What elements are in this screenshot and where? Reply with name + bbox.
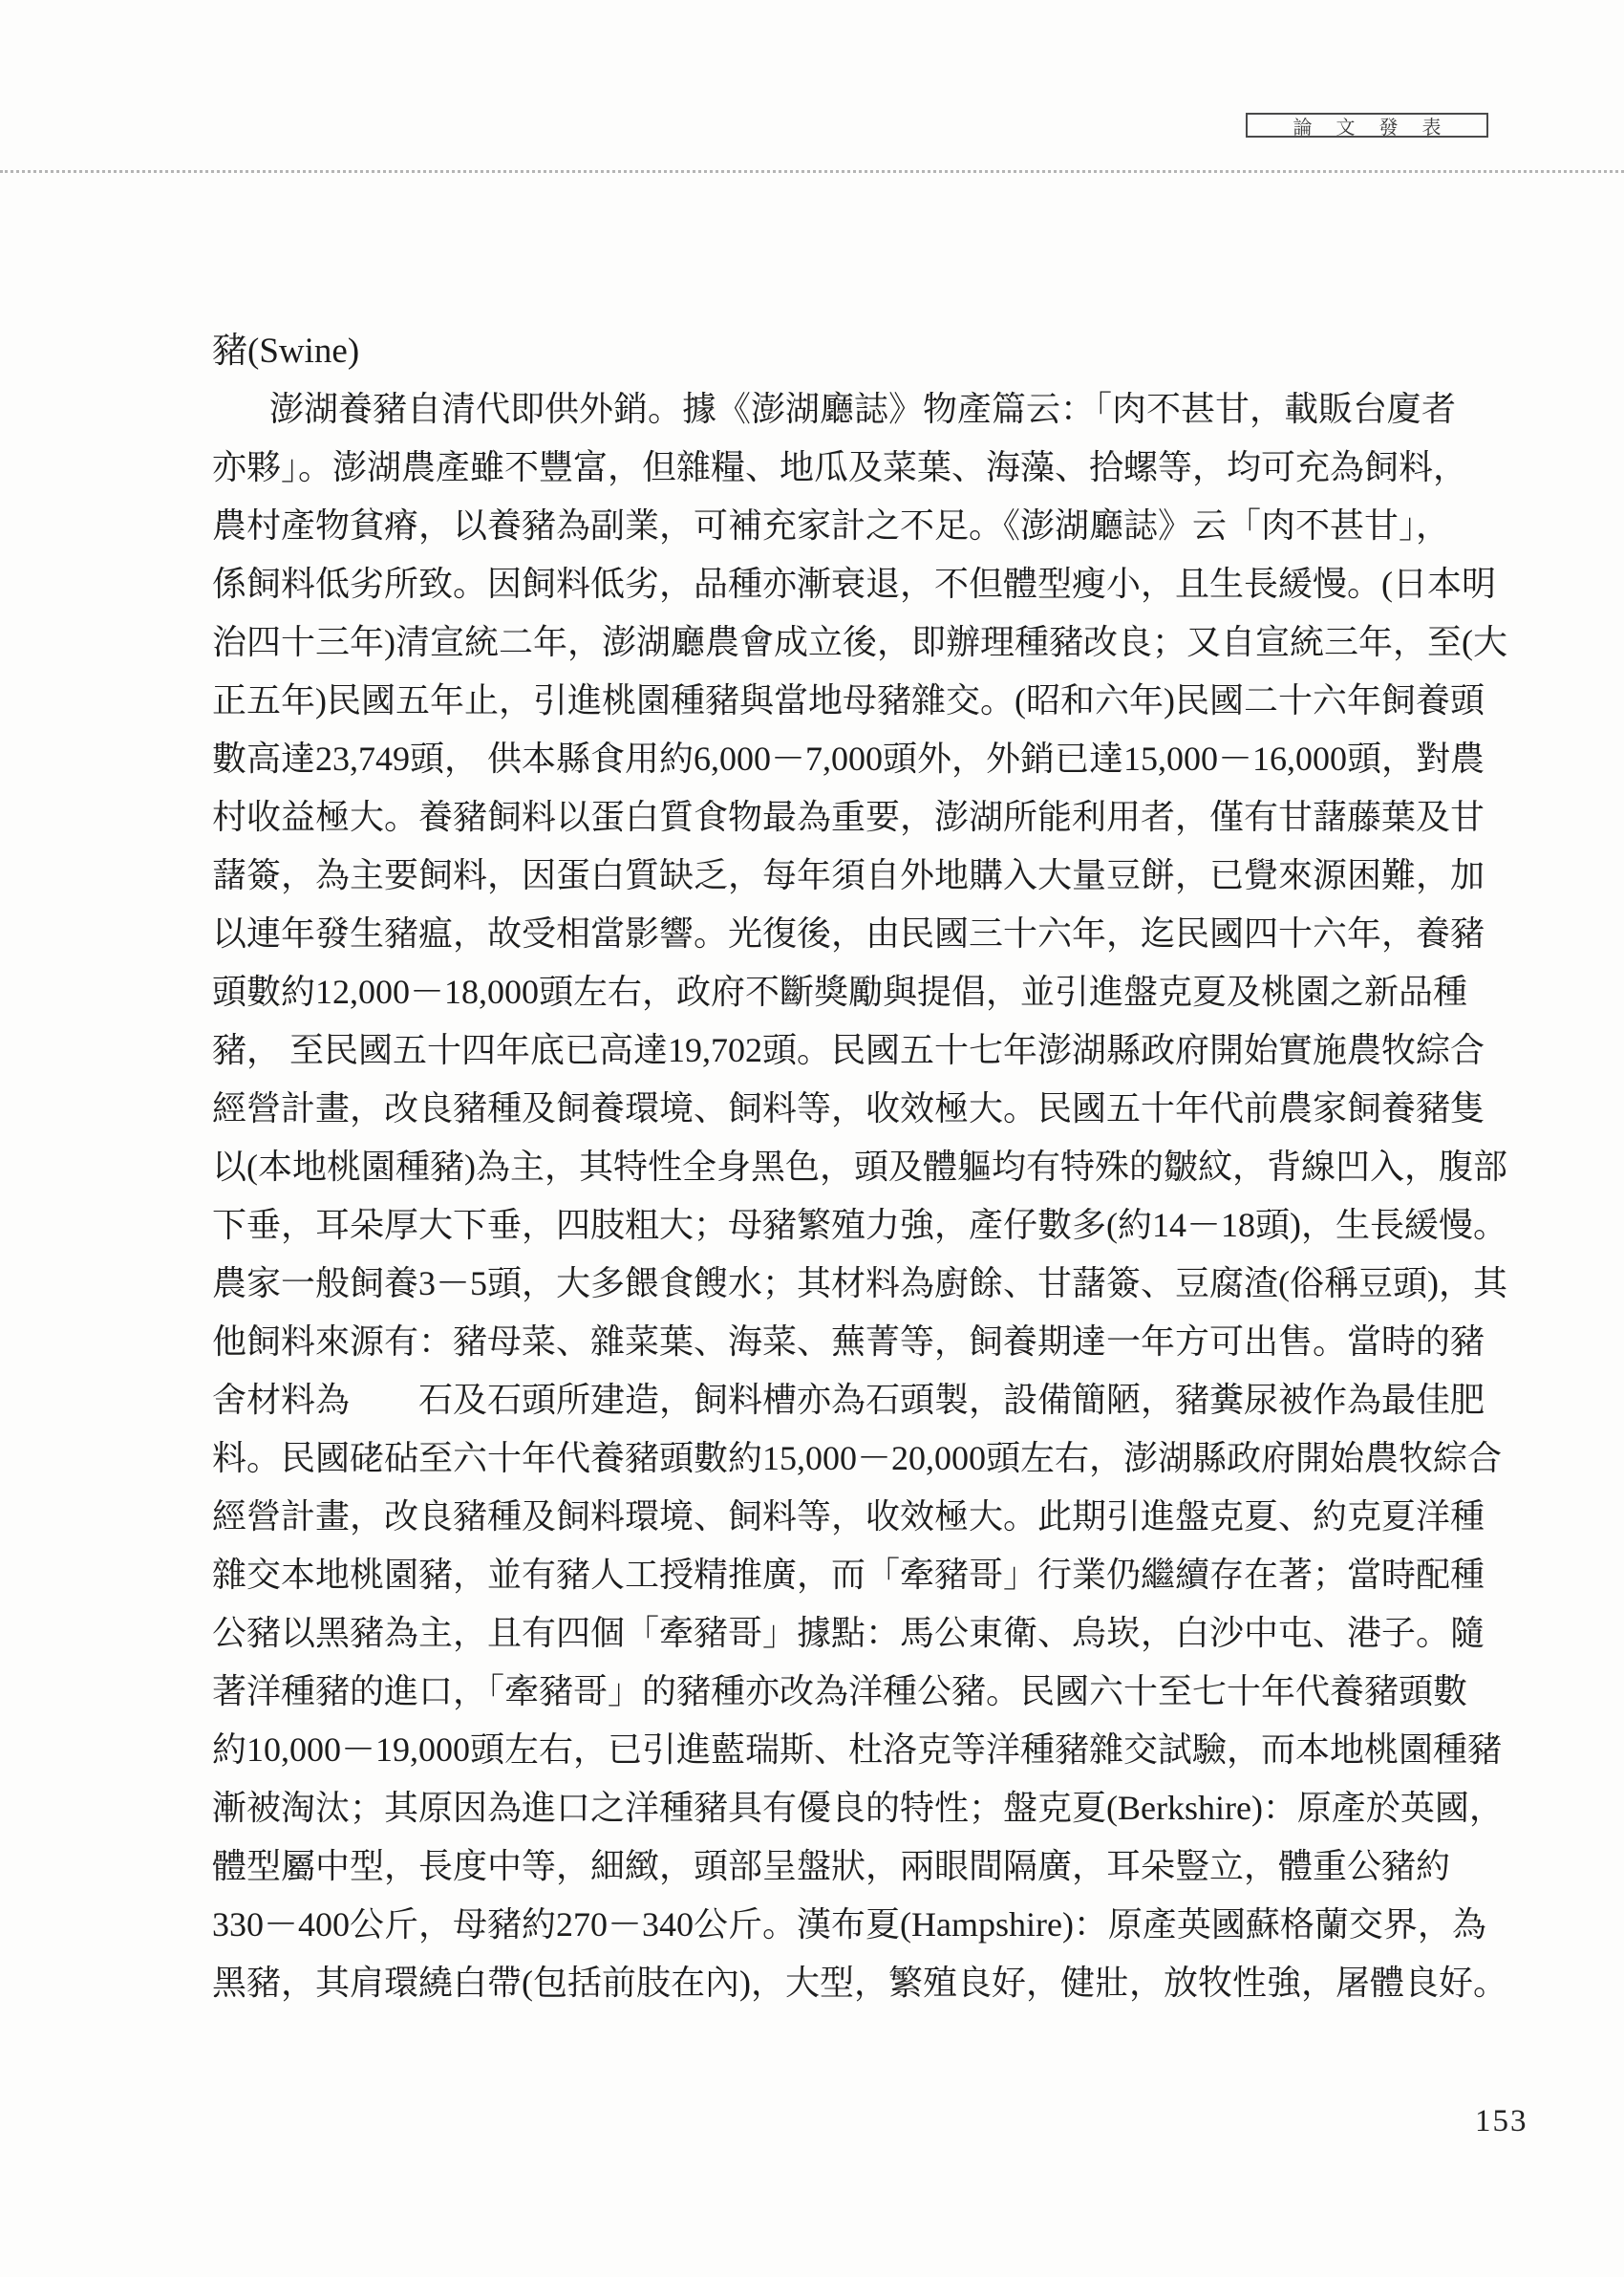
text-line: 下垂，耳朵厚大下垂，四肢粗大；母豬繁殖力強，產仔數多(約14－18頭)，生長緩慢。 xyxy=(212,1206,1507,1244)
text-line: 雜交本地桃園豬，並有豬人工授精推廣，而「牽豬哥」行業仍繼續存在著；當時配種 xyxy=(212,1556,1485,1594)
document-body xyxy=(212,322,1507,2012)
document-title: 豬(Swine) xyxy=(212,332,360,371)
text-line: 澎湖養豬自清代即供外銷。據《澎湖廳誌》物產篇云：「肉不甚甘，載販台廈者 xyxy=(269,390,1457,428)
text-line: 農家一般飼養3－5頭，大多餵食餿水；其材料為廚餘、甘藷簽、豆腐渣(俗稱豆頭)，其 xyxy=(212,1264,1507,1302)
text-line: 經營計畫，改良豬種及飼養環境、飼料等，收效極大。民國五十年代前農家飼養豬隻 xyxy=(212,1089,1485,1128)
text-line: 漸被淘汰；其原因為進口之洋種豬具有優良的特性；盤克夏(Berkshire)：原產於英國， xyxy=(212,1789,1504,1827)
text-line: 數高達23,749頭， 供本縣食用約6,000－7,000頭外，外銷已達15,000－16,000頭，對農 xyxy=(212,740,1485,778)
text-line: 亦夥」。澎湖農產雖不豐富，但雜糧、地瓜及菜葉、海藻、拾螺等，均可充為飼料， xyxy=(212,448,1468,486)
section-header-label: 論 文 發 表 xyxy=(1293,117,1451,139)
text-line: 約10,000－19,000頭左右，已引進藍瑞斯、杜洛克等洋種豬雜交試驗，而本地桃園種豬 xyxy=(212,1730,1503,1769)
text-line: 他飼料來源有：豬母菜、雜菜葉、海菜、蕪菁等，飼養期達一年方可出售。當時的豬 xyxy=(212,1322,1485,1361)
text-line: 經營計畫，改良豬種及飼料環境、飼料等，收效極大。此期引進盤克夏、約克夏洋種 xyxy=(212,1497,1485,1536)
text-line: 正五年)民國五年止，引進桃園種豬與當地母豬雜交。(昭和六年)民國二十六年飼養頭 xyxy=(212,681,1485,720)
text-line: 黑豬，其肩環繞白帶(包括前肢在內)，大型，繁殖良好，健壯，放牧性強，屠體良好。 xyxy=(212,1964,1507,2002)
text-line: 體型屬中型，長度中等，細緻，頭部呈盤狀，兩眼間隔廣，耳朵豎立，體重公豬約 xyxy=(212,1847,1451,1885)
text-line: 著洋種豬的進口，「牽豬哥」的豬種亦改為洋種公豬。民國六十至七十年代養豬頭數 xyxy=(212,1672,1468,1710)
text-line: 以(本地桃園種豬)為主，其特性全身黑色，頭及體軀均有特殊的皺紋，背線凹入，腹部 xyxy=(212,1148,1507,1186)
text-line: 以連年發生豬瘟，故受相當影響。光復後，由民國三十六年，迄民國四十六年，養豬 xyxy=(212,914,1485,953)
text-line: 治四十三年)清宣統二年，澎湖廳農會成立後，即辦理種豬改良；又自宣統三年，至(大 xyxy=(212,623,1507,661)
text-line: 藷簽，為主要飼料，因蛋白質缺乏，每年須自外地購入大量豆餅，已覺來源困難，加 xyxy=(212,856,1485,894)
text-line: 豬， 至民國五十四年底已高達19,702頭。民國五十七年澎湖縣政府開始實施農牧綜合 xyxy=(212,1031,1485,1069)
dotted-divider xyxy=(0,170,1624,173)
text-line: 係飼料低劣所致。因飼料低劣，品種亦漸衰退，不但體型瘦小，且生長緩慢。(日本明 xyxy=(212,565,1496,603)
text-line: 料。民國硓砧至六十年代養豬頭數約15,000－20,000頭左右，澎湖縣政府開始農牧綜合 xyxy=(212,1439,1503,1477)
section-header-box xyxy=(1246,113,1488,138)
text-line: 村收益極大。養豬飼料以蛋白質食物最為重要，澎湖所能利用者，僅有甘藷藤葉及甘 xyxy=(212,798,1485,836)
text-line: 公豬以黑豬為主，且有四個「牽豬哥」據點：馬公東衛、烏崁，白沙中屯、港子。隨 xyxy=(212,1614,1485,1652)
text-line: 農村產物貧瘠，以養豬為副業，可補充家計之不足。《澎湖廳誌》云「肉不甚甘」， xyxy=(212,506,1451,545)
page-number: 153 xyxy=(1475,2104,1528,2138)
text-line: 330－400公斤，母豬約270－340公斤。漢布夏(Hampshire)：原產英國蘇格蘭交界，為 xyxy=(212,1905,1486,1944)
text-line: 頭數約12,000－18,000頭左右，政府不斷獎勵與提倡，並引進盤克夏及桃園之新品種 xyxy=(212,973,1468,1011)
text-line: 舍材料為 石及石頭所建造，飼料槽亦為石頭製，設備簡陋，豬糞尿被作為最佳肥 xyxy=(212,1381,1485,1419)
body-text-block xyxy=(212,380,1507,2012)
